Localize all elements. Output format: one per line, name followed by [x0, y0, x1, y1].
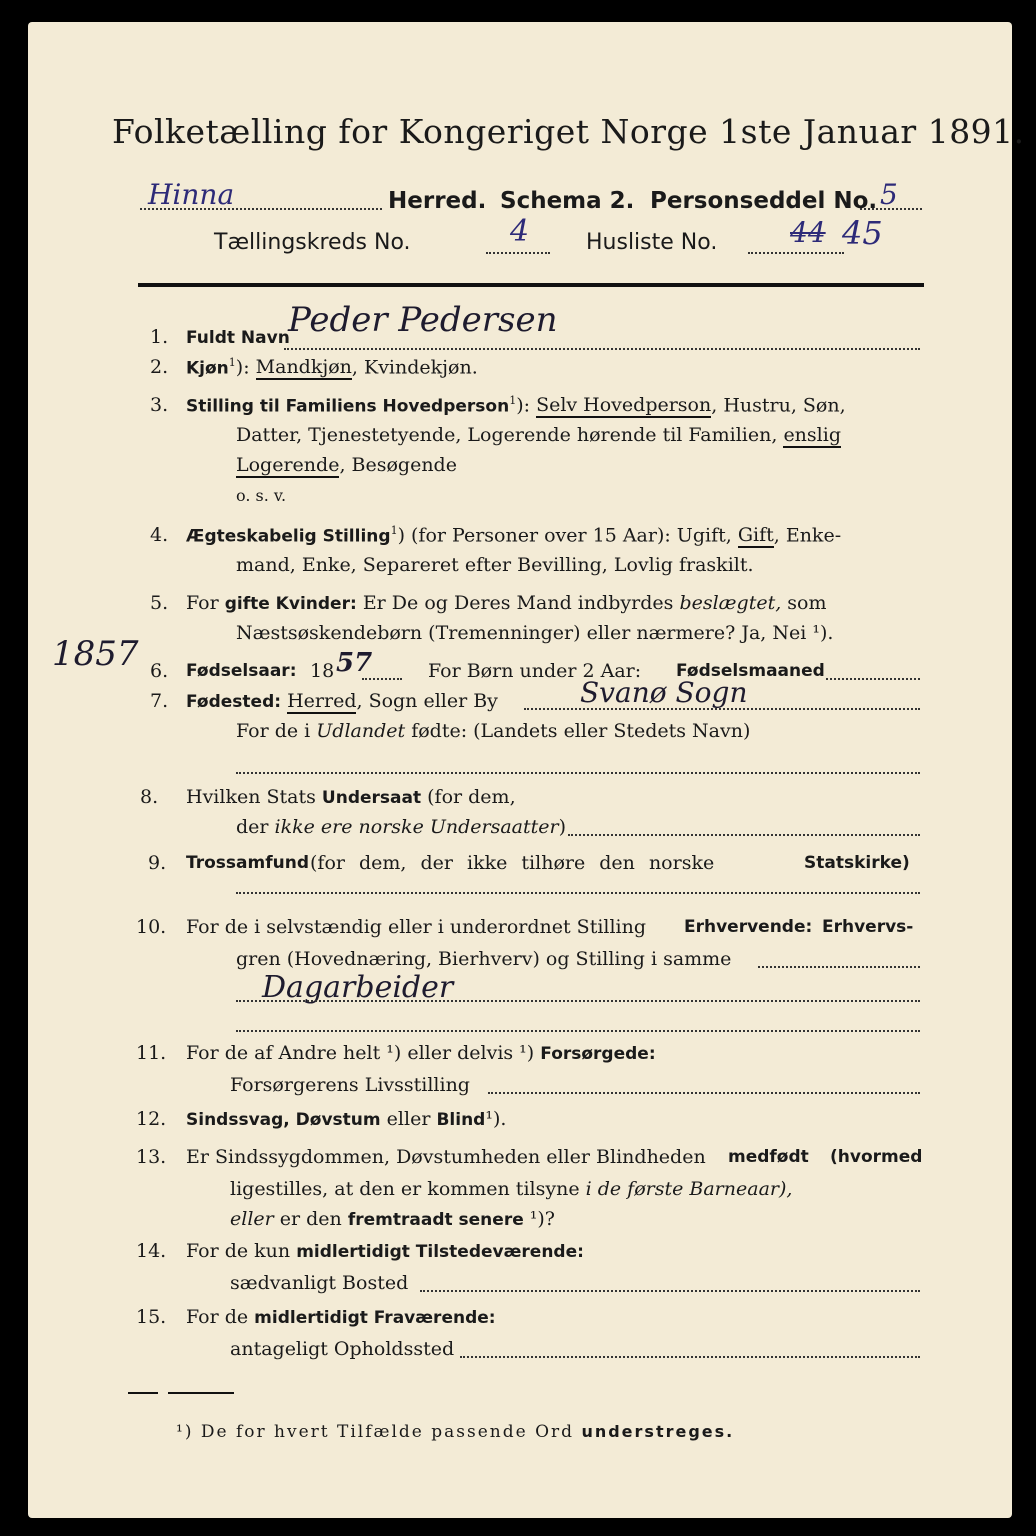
personseddel-dotted-line [860, 208, 922, 210]
item-7-italic: Udlandet [316, 720, 406, 742]
footnote-text: De for hvert Tilfælde passende Ord [200, 1422, 575, 1442]
item-14-label: midlertidigt Tilstedeværende: [296, 1242, 584, 1262]
item-14-line-2: sædvanligt Bosted [230, 1272, 409, 1294]
item-8-text-2: (for dem, [427, 786, 516, 808]
item-12-label: Sindssvag, Døvstum [186, 1110, 381, 1130]
item-8-line-1 [186, 786, 516, 808]
item-13-line-2-text: ligestilles, at den er kommen tilsyne [230, 1178, 580, 1200]
item-10-label: Erhvervende: [684, 917, 813, 937]
item-5-label: gifte Kvinder: [224, 594, 357, 614]
schema-label: Schema 2. [500, 188, 635, 214]
husliste-label: Husliste No. [586, 230, 718, 255]
footnote-rule-1 [128, 1392, 158, 1394]
item-3-rest-1: , Hustru, Søn, [711, 394, 846, 417]
herred-value: Hinna [148, 178, 235, 211]
item-15-number: 15. [136, 1306, 167, 1328]
item-3-selected-3: Logerende [236, 454, 340, 476]
herred-label: Herred. [388, 188, 487, 214]
item-10-dotted-line-3 [236, 1030, 920, 1032]
item-6-value: 57 [336, 648, 373, 678]
item-12-label-2: Blind [436, 1110, 486, 1130]
footnote [176, 1422, 734, 1442]
item-11-text: For de af Andre helt ¹) eller delvis ¹) [186, 1042, 535, 1064]
item-7-line-2-text-2: fødte: (Landets eller Stedets Navn) [411, 720, 751, 742]
item-13-line-3-tail: ¹)? [529, 1208, 555, 1230]
item-13-italic: i de første Barneaar), [585, 1178, 793, 1200]
item-10-label-2: Erhvervs- [822, 917, 914, 937]
item-11-number: 11. [136, 1042, 167, 1064]
item-9-dotted-line [236, 892, 920, 894]
item-3-selected-1: Selv Hovedperson [536, 394, 712, 417]
item-3-line-2 [236, 424, 841, 446]
item-4-line-1 [186, 524, 841, 546]
item-8-label: Undersaat [321, 788, 422, 808]
item-7-dotted-line-2 [236, 772, 920, 774]
item-13-label-2: (hvormed [830, 1147, 923, 1167]
item-14-text: For de kun [186, 1240, 291, 1262]
item-13-label-3: fremtraadt senere [347, 1210, 524, 1230]
item-9-label: Trossamfund [186, 853, 309, 873]
item-4-label: Ægteskabelig Stilling [186, 526, 391, 547]
item-7-label: Fødested: [186, 692, 282, 712]
item-10-text: For de i selvstændig eller i underordnet Stilling [186, 916, 647, 938]
item-1-number: 1. [150, 326, 169, 348]
item-11-line-2: Forsørgerens Livsstilling [230, 1074, 470, 1096]
item-10-number: 10. [136, 916, 167, 938]
item-1-dotted-line [284, 348, 920, 350]
item-2-line: Kjøn$^1$): Mandkjøn, Kvindekjøn. [186, 356, 478, 379]
item-7-line-2 [236, 720, 750, 742]
item-6-text: For Børn under 2 Aar: [428, 660, 642, 682]
item-15-dotted-line [460, 1356, 920, 1358]
item-15-line-2: antageligt Opholdssted [230, 1338, 455, 1360]
item-7-number: 7. [150, 690, 169, 712]
item-8-number: 8. [140, 786, 159, 808]
item-7-line-2-text-1: For de i [236, 720, 311, 742]
husliste-struck-value: 44 [790, 216, 826, 249]
item-12-line [186, 1108, 506, 1130]
item-3-line-2-text: Datter, Tjenestetyende, Logerende hørende til Familien, [236, 424, 778, 446]
footnote-mark: ¹) [176, 1422, 194, 1442]
item-6-label-2: Fødselsmaaned [676, 661, 825, 681]
item-7-selected: Herred [287, 690, 357, 712]
item-3-number: 3. [150, 394, 169, 416]
item-5-text-3: som [787, 592, 827, 614]
item-13-number: 13. [136, 1146, 167, 1168]
item-3-rest-3: , Besøgende [339, 454, 457, 476]
item-8-text-1: Hvilken Stats [186, 786, 316, 808]
item-14-dotted-line [420, 1290, 920, 1292]
item-6-prefix: 18 [310, 660, 335, 682]
item-8-italic: ikke ere norske Undersaatter [274, 816, 559, 838]
item-3-line-4: o. s. v. [236, 486, 287, 505]
item-10-dotted-line-2 [236, 1000, 920, 1002]
kreds-dotted-line [486, 252, 550, 254]
item-5-italic: beslægtet, [679, 592, 782, 614]
item-4-line-2: mand, Enke, Separeret efter Bevilling, Lovlig fraskilt. [236, 554, 754, 576]
item-11-dotted-line [488, 1092, 920, 1094]
item-8-line-2-text-2: ) [558, 816, 567, 838]
item-7-value: Svanø Sogn [580, 676, 748, 709]
item-1-value: Peder Pedersen [288, 300, 558, 340]
item-4-selected: Gift [737, 524, 774, 547]
item-9-number: 9. [148, 852, 167, 874]
item-14-line-1 [186, 1240, 584, 1262]
footnote-rule-2 [168, 1392, 234, 1394]
item-3-label: Stilling til Familiens Hovedperson [186, 396, 510, 417]
personseddel-value: 5 [880, 178, 898, 211]
item-3-sup: 1 [509, 394, 517, 407]
personseddel-label: Personseddel No. [650, 188, 878, 214]
item-5-text-2: Er De og Deres Mand indbyrdes [362, 592, 674, 614]
item-2-selected: Mandkjøn [255, 356, 352, 379]
item-2-number: 2. [150, 356, 169, 378]
item-13-line-3-text: er den [279, 1208, 342, 1230]
item-4-text-1: ) (for Personer over 15 Aar): Ugift, [397, 524, 732, 547]
item-10-line-2: gren (Hovednæring, Bierhverv) og Stilling i samme [236, 948, 732, 970]
item-6-dotted-line-2 [826, 678, 920, 680]
item-8-line-2 [236, 816, 566, 838]
item-5-line-2: Næstsøskendebørn (Tremenninger) eller nærmere? Ja, Nei ¹). [236, 622, 834, 644]
item-5-number: 5. [150, 592, 169, 614]
herred-dotted-line [140, 208, 382, 210]
item-6-number: 6. [150, 660, 169, 682]
husliste-dotted-line [748, 252, 844, 254]
item-13-line-2 [230, 1178, 792, 1200]
husliste-value: 45 [842, 214, 883, 252]
item-13-line-3 [230, 1208, 555, 1230]
item-2-label: Kjøn [186, 358, 229, 379]
item-3-line-3 [236, 454, 457, 476]
item-9-label-2: Statskirke) [804, 853, 910, 873]
item-4-number: 4. [150, 524, 169, 546]
form-title: Folketælling for Kongeriget Norge 1ste Januar 1891. [112, 112, 1025, 151]
item-4-sup: 1 [390, 524, 398, 537]
item-9-text: (for dem, der ikke tilhøre den norske [310, 852, 715, 874]
item-4-text-2: , Enke- [773, 524, 842, 547]
item-2-rest: , Kvindekjøn. [351, 356, 478, 379]
item-13-label: medfødt [728, 1147, 809, 1167]
item-12-text: eller [386, 1108, 431, 1130]
header-rule [138, 283, 924, 287]
footnote-bold: understreges. [581, 1422, 735, 1441]
item-10-dotted-line [758, 966, 920, 968]
kreds-label: Tællingskreds No. [214, 230, 411, 255]
item-2-sup: 1 [228, 356, 236, 369]
item-7-text: , Sogn eller By [356, 690, 498, 712]
item-8-dotted-line [568, 834, 920, 836]
item-14-number: 14. [136, 1240, 167, 1262]
item-3-line-1: Stilling til Familiens Hovedperson$^1$): Selv Hovedperson, Hustru, Søn, [186, 394, 846, 417]
item-5-text-1: For [186, 592, 219, 614]
item-6-label: Fødselsaar: [186, 661, 297, 681]
item-15-line-1 [186, 1306, 496, 1328]
item-15-label: midlertidigt Fraværende: [254, 1308, 496, 1328]
item-10-value: Dagarbeider [262, 970, 454, 1005]
item-15-text: For de [186, 1306, 249, 1328]
item-5-line-1 [186, 592, 827, 614]
item-6-margin-note: 1857 [52, 634, 139, 674]
item-8-line-2-text-1: der [236, 816, 269, 838]
kreds-value: 4 [510, 214, 530, 249]
item-6-dotted-line [362, 678, 402, 680]
item-11-line-1 [186, 1042, 656, 1064]
item-12-tail: ¹). [485, 1108, 507, 1130]
item-1-label: Fuldt Navn [186, 328, 290, 348]
item-12-number: 12. [136, 1108, 167, 1130]
item-3-selected-2: enslig [783, 424, 841, 446]
item-13-italic-2: eller [230, 1208, 274, 1230]
item-11-label: Forsørgede: [540, 1044, 656, 1064]
item-7-line-1 [186, 690, 498, 712]
item-13-text-1: Er Sindssygdommen, Døvstumheden eller Blindheden [186, 1146, 706, 1168]
